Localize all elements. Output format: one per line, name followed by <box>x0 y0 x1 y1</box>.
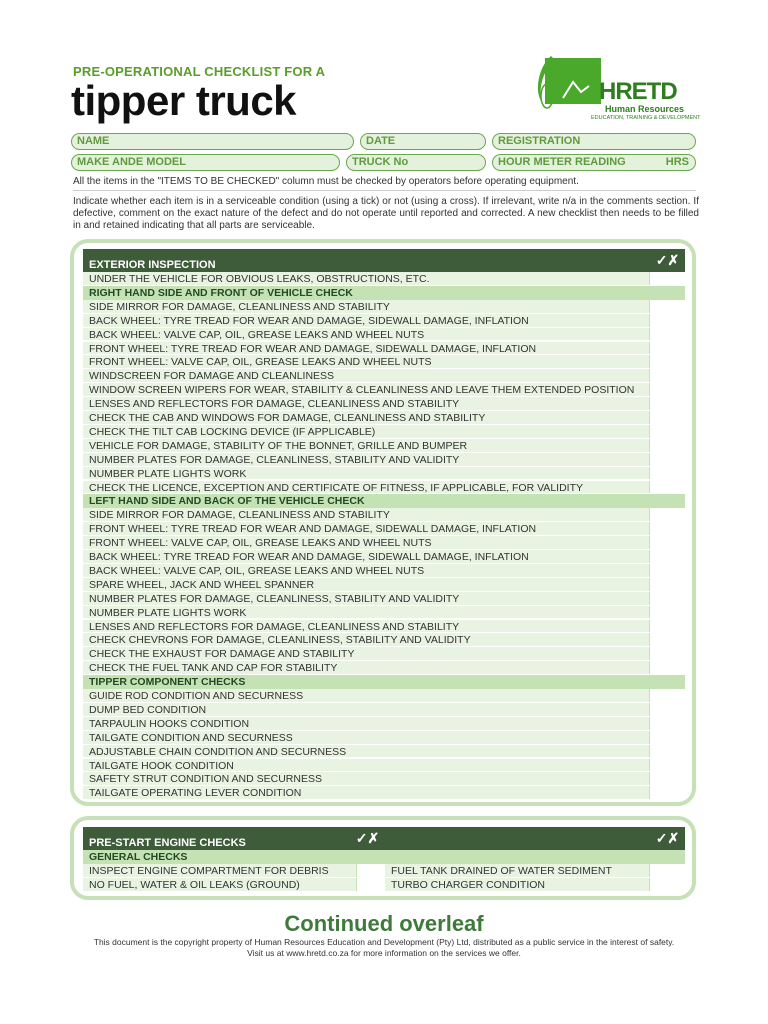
row-text: NO FUEL, WATER & OIL LEAKS (GROUND) <box>89 879 300 891</box>
date-label: DATE <box>366 135 396 147</box>
tick-box[interactable] <box>649 272 685 285</box>
row-text: CHECK CHEVRONS FOR DAMAGE, CLEANLINESS, STABILITY AND VALIDITY <box>89 634 471 647</box>
row-text: ADJUSTABLE CHAIN CONDITION AND SECURNESS <box>89 745 347 758</box>
truck-no-field[interactable] <box>346 154 486 171</box>
row-text: DUMP BED CONDITION <box>89 703 207 716</box>
row-text: WINDOW SCREEN WIPERS FOR WEAR, STABILITY & CLEANLINESS AND LEAVE THEM EXTENDED POSITION <box>89 384 635 397</box>
divider <box>73 190 696 191</box>
tick-cross-icon: ✓✗ <box>650 827 685 850</box>
tick-box[interactable] <box>649 786 685 799</box>
checklist-subheading <box>83 286 685 300</box>
name-field[interactable] <box>71 133 354 150</box>
tick-box[interactable] <box>649 878 685 891</box>
row-text: CHECK THE TILT CAB LOCKING DEVICE (IF APPLICABLE) <box>89 425 376 438</box>
engine-heading-right <box>385 827 650 850</box>
checklist-row <box>83 647 685 661</box>
checklist-row <box>83 661 685 675</box>
row-text: FRONT WHEEL: TYRE TREAD FOR WEAR AND DAMAGE, SIDEWALL DAMAGE, INFLATION <box>89 523 537 536</box>
tick-box[interactable] <box>649 397 685 410</box>
tick-box[interactable] <box>649 703 685 716</box>
row-text: NUMBER PLATES FOR DAMAGE, CLEANLINESS, STABILITY AND VALIDITY <box>89 453 460 466</box>
checklist-row <box>83 592 685 606</box>
checklist-row <box>83 578 685 592</box>
row-text: NUMBER PLATE LIGHTS WORK <box>89 467 247 480</box>
row-text: TAILGATE OPERATING LEVER CONDITION <box>89 787 302 800</box>
form-subtitle: PRE-OPERATIONAL CHECKLIST FOR A <box>73 64 326 79</box>
engine-check-row <box>83 864 385 878</box>
row-text: BACK WHEEL: VALVE CAP, OIL, GREASE LEAKS AND WHEEL NUTS <box>89 564 425 577</box>
row-text: CHECK THE EXHAUST FOR DAMAGE AND STABILITY <box>89 648 355 661</box>
row-text: SAFETY STRUT CONDITION AND SECURNESS <box>89 773 322 786</box>
checklist-row <box>83 411 685 425</box>
checklist-subheading <box>83 675 685 689</box>
tick-box[interactable] <box>649 633 685 646</box>
row-text: NUMBER PLATE LIGHTS WORK <box>89 606 247 619</box>
exterior-heading-text: EXTERIOR INSPECTION <box>89 259 216 271</box>
checklist-row <box>83 731 685 745</box>
registration-field[interactable] <box>492 133 696 150</box>
checklist-row <box>83 467 685 481</box>
tick-box[interactable] <box>649 383 685 396</box>
form-title: tipper truck <box>71 77 297 124</box>
row-text: VEHICLE FOR DAMAGE, STABILITY OF THE BONNET, GRILLE AND BUMPER <box>89 439 468 452</box>
tick-box[interactable] <box>649 425 685 438</box>
tick-box[interactable] <box>649 864 685 877</box>
hrs-label: HRS <box>665 156 689 168</box>
checklist-subheading <box>83 494 685 508</box>
tick-box[interactable] <box>649 453 685 466</box>
row-text: FRONT WHEEL: VALVE CAP, OIL, GREASE LEAKS AND WHEEL NUTS <box>89 537 432 550</box>
row-text: TAILGATE CONDITION AND SECURNESS <box>89 731 293 744</box>
checklist-row <box>83 425 685 439</box>
row-text: SIDE MIRROR FOR DAMAGE, CLEANLINESS AND STABILITY <box>89 300 390 313</box>
tick-box[interactable] <box>649 467 685 480</box>
checklist-row <box>83 564 685 578</box>
row-text: SIDE MIRROR FOR DAMAGE, CLEANLINESS AND STABILITY <box>89 509 390 522</box>
copyright-text: This document is the copyright property of Human Resources Education and Development (Pty) Ltd, distributed as a public service in the interest of safety. <box>93 937 675 947</box>
tick-box[interactable] <box>649 481 685 494</box>
checklist-row <box>83 550 685 564</box>
tick-box[interactable] <box>649 689 685 702</box>
checklist-row <box>83 272 685 286</box>
tick-box[interactable] <box>649 300 685 313</box>
make-model-field[interactable] <box>71 154 340 171</box>
tick-box[interactable] <box>649 745 685 758</box>
checklist-row <box>83 383 685 397</box>
instruction-line: All the items in the "ITEMS TO BE CHECKED" column must be checked by operators before operating equipment. <box>73 176 579 187</box>
checklist-row <box>83 481 685 495</box>
tick-cross-icon: ✓✗ <box>650 249 685 272</box>
row-text: LEFT HAND SIDE AND BACK OF THE VEHICLE CHECK <box>89 495 365 508</box>
row-text: LENSES AND REFLECTORS FOR DAMAGE, CLEANLINESS AND STABILITY <box>89 620 460 633</box>
checklist-row <box>83 606 685 620</box>
instruction-paragraph: Indicate whether each item is in a serviceable condition (using a tick) or not (using a cross). If irrelevant, write n/a in the comments section. If defective, comment on the exact nature of the defect and do not operate until reported and corrected. A new checklist then needs to be filled in and retained indicating that all parts are serviceable. <box>73 196 699 231</box>
tick-cross-icon: ✓✗ <box>350 827 385 850</box>
tick-box[interactable] <box>649 620 685 633</box>
row-text: FRONT WHEEL: VALVE CAP, OIL, GREASE LEAKS AND WHEEL NUTS <box>89 356 432 369</box>
tick-box[interactable] <box>649 314 685 327</box>
checklist-row <box>83 328 685 342</box>
tick-box[interactable] <box>649 717 685 730</box>
general-checks-subheading <box>83 850 685 864</box>
logo-line2: EDUCATION, TRAINING & DEVELOPMENT <box>591 115 701 121</box>
tick-box[interactable] <box>649 550 685 563</box>
tick-box[interactable] <box>649 369 685 382</box>
checklist-row <box>83 314 685 328</box>
tick-box[interactable] <box>649 355 685 368</box>
row-text: FRONT WHEEL: TYRE TREAD FOR WEAR AND DAMAGE, SIDEWALL DAMAGE, INFLATION <box>89 342 537 355</box>
checklist-row <box>83 369 685 383</box>
checklist-row <box>83 522 685 536</box>
row-text: FUEL TANK DRAINED OF WATER SEDIMENT <box>391 865 612 877</box>
continued-overleaf: Continued overleaf <box>284 911 484 936</box>
row-text: TURBO CHARGER CONDITION <box>391 879 546 891</box>
engine-check-row <box>385 864 685 878</box>
tick-box[interactable] <box>649 759 685 772</box>
tick-box[interactable] <box>649 578 685 591</box>
row-text: UNDER THE VEHICLE FOR OBVIOUS LEAKS, OBSTRUCTIONS, ETC. <box>89 273 430 285</box>
row-text: WINDSCREEN FOR DAMAGE AND CLEANLINESS <box>89 370 335 383</box>
tick-box[interactable] <box>649 536 685 549</box>
row-text: INSPECT ENGINE COMPARTMENT FOR DEBRIS <box>89 865 329 877</box>
truck-no-label: TRUCK No <box>352 156 409 168</box>
engine-check-row <box>83 878 385 892</box>
tick-box[interactable] <box>649 564 685 577</box>
hour-meter-label: HOUR METER READING <box>498 156 626 168</box>
tick-box[interactable] <box>356 878 385 891</box>
row-text: CHECK THE CAB AND WINDOWS FOR DAMAGE, CLEANLINESS AND STABILITY <box>89 412 486 424</box>
row-text: TIPPER COMPONENT CHECKS <box>89 676 246 689</box>
tick-box[interactable] <box>649 328 685 341</box>
logo-brand-text: HRETD <box>599 78 677 105</box>
checklist-row <box>83 439 685 453</box>
row-text: RIGHT HAND SIDE AND FRONT OF VEHICLE CHECK <box>89 286 353 299</box>
tick-box[interactable] <box>649 411 685 424</box>
row-text: LENSES AND REFLECTORS FOR DAMAGE, CLEANLINESS AND STABILITY <box>89 398 460 411</box>
tick-box[interactable] <box>649 342 685 355</box>
row-text: CHECK THE LICENCE, EXCEPTION AND CERTIFICATE OF FITNESS, IF APPLICABLE, FOR VALIDITY <box>89 481 583 494</box>
tick-box[interactable] <box>356 864 385 877</box>
engine-heading <box>83 827 355 850</box>
checklist-row <box>83 633 685 647</box>
row-text: TAILGATE HOOK CONDITION <box>89 759 234 772</box>
tick-box[interactable] <box>649 439 685 452</box>
name-label: NAME <box>77 135 110 147</box>
logo-line1: Human Resources <box>605 104 685 114</box>
checklist-row <box>83 355 685 369</box>
tick-box[interactable] <box>649 772 685 785</box>
tick-box[interactable] <box>649 508 685 521</box>
visit-text: Visit us at www.hretd.co.za for more information on the services we offer. <box>247 948 521 958</box>
checklist-row <box>83 536 685 550</box>
checklist-row <box>83 772 685 786</box>
checklist-row <box>83 300 685 314</box>
row-text: SPARE WHEEL, JACK AND WHEEL SPANNER <box>89 578 315 591</box>
tick-box[interactable] <box>649 522 685 535</box>
checklist-row <box>83 759 685 773</box>
exterior-heading <box>83 249 650 272</box>
hour-meter-field[interactable] <box>492 154 696 171</box>
checklist-row <box>83 397 685 411</box>
row-text: BACK WHEEL: VALVE CAP, OIL, GREASE LEAKS AND WHEEL NUTS <box>89 328 425 341</box>
tick-box[interactable] <box>649 647 685 660</box>
tick-box[interactable] <box>649 592 685 605</box>
checklist-row <box>83 745 685 759</box>
checklist-row <box>83 620 685 634</box>
checklist-row <box>83 689 685 703</box>
row-text: NUMBER PLATES FOR DAMAGE, CLEANLINESS, STABILITY AND VALIDITY <box>89 592 460 605</box>
make-model-label: MAKE ANDE MODEL <box>77 156 186 168</box>
tick-box[interactable] <box>649 661 685 674</box>
row-text: CHECK THE FUEL TANK AND CAP FOR STABILITY <box>89 662 338 675</box>
tick-box[interactable] <box>649 606 685 619</box>
checklist-row <box>83 508 685 522</box>
engine-heading-text: PRE-START ENGINE CHECKS <box>89 837 246 849</box>
hretd-logo <box>533 52 699 126</box>
checklist-row <box>83 453 685 467</box>
row-text: BACK WHEEL: TYRE TREAD FOR WEAR AND DAMAGE, SIDEWALL DAMAGE, INFLATION <box>89 551 529 563</box>
checklist-row <box>83 703 685 717</box>
row-text: TARPAULIN HOOKS CONDITION <box>89 717 250 730</box>
row-text: GUIDE ROD CONDITION AND SECURNESS <box>89 690 304 702</box>
engine-check-row <box>385 878 685 892</box>
checklist-row <box>83 786 685 800</box>
date-field[interactable] <box>360 133 486 150</box>
tick-box[interactable] <box>649 731 685 744</box>
registration-label: REGISTRATION <box>498 135 581 147</box>
general-checks-text: GENERAL CHECKS <box>89 851 188 863</box>
checklist-row <box>83 717 685 731</box>
checklist-row <box>83 342 685 356</box>
row-text: BACK WHEEL: TYRE TREAD FOR WEAR AND DAMAGE, SIDEWALL DAMAGE, INFLATION <box>89 314 529 327</box>
